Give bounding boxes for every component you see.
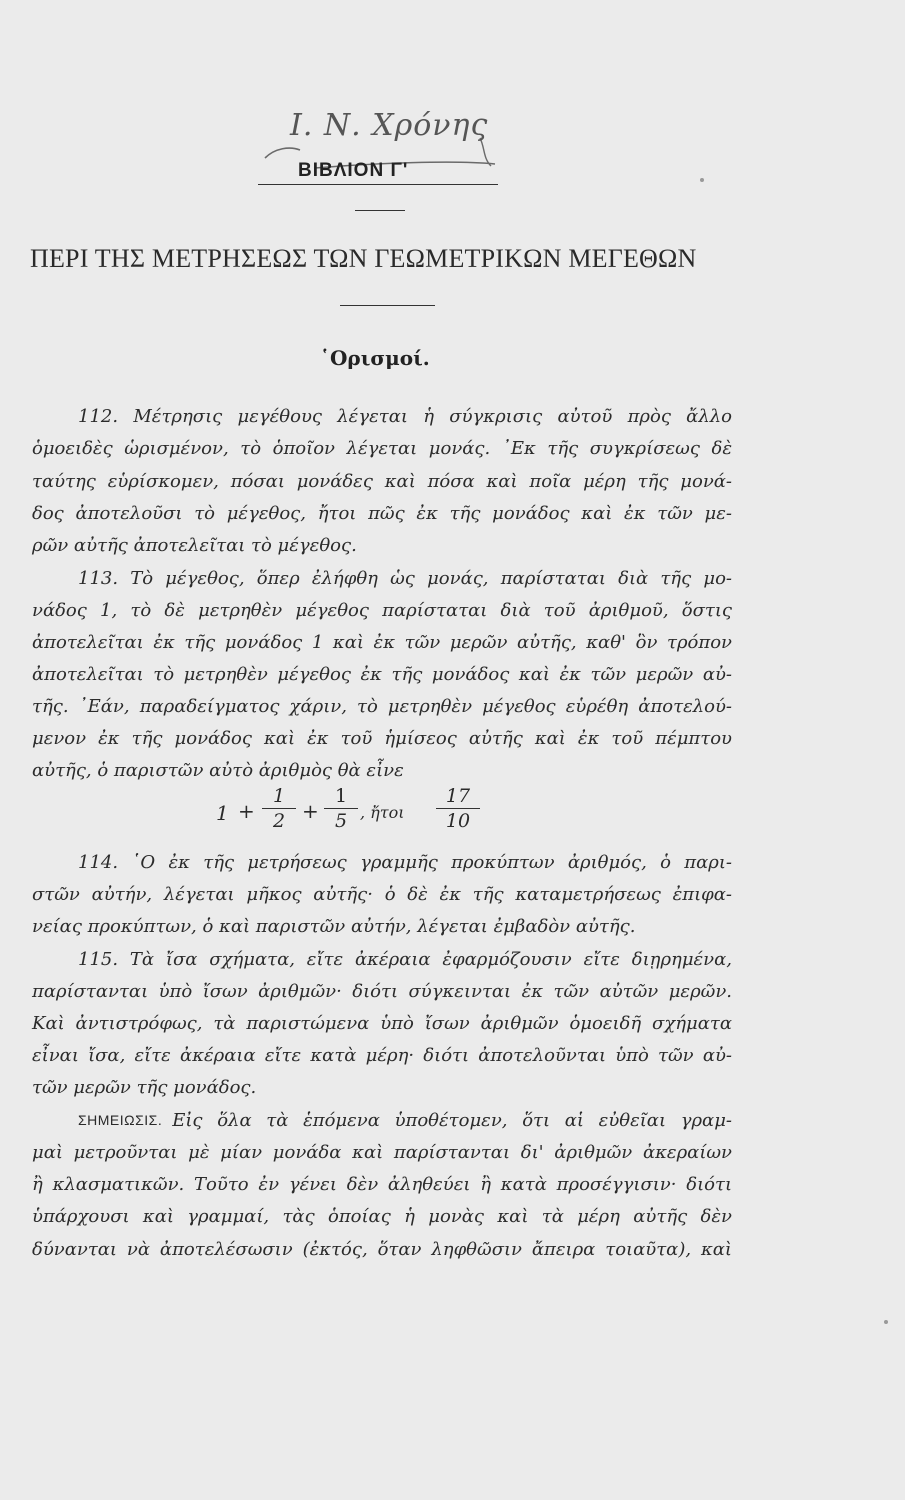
text-line: 113. Τὸ μέγεθος, ὅπερ ἐλήφθη ὡς μονάς, παρίσταται διὰ τῆς μο- — [78, 568, 732, 589]
fraction-formula — [210, 783, 500, 843]
text-line: παρίστανται ὑπὸ ἴσων ἀριθμῶν· διότι σύγκεινται ἐκ τῶν αὐτῶν μερῶν. — [32, 981, 732, 1002]
numerator: 1 — [272, 785, 286, 807]
formula-separator: , ἤτοι — [360, 803, 405, 822]
text-line: νείας προκύπτων, ὁ καὶ παριστῶν αὐτήν, λέγεται ἐμβαδὸν αὐτῆς. — [32, 916, 636, 937]
text-line: μαὶ μετροῦνται μὲ μίαν μονάδα καὶ παρίστανται δι' ἀριθμῶν ἀκεραίων — [32, 1142, 732, 1163]
note-label: ΣΗΜΕΙΩΣΙΣ. — [78, 1112, 163, 1128]
text-line: δύνανται νὰ ἀποτελέσωσιν (ἐκτός, ὅταν ληφθῶσιν ἄπειρα τοιαῦτα), καὶ — [32, 1239, 732, 1260]
numerator: 17 — [445, 785, 471, 807]
speck — [700, 178, 704, 182]
handwritten-name: Ι. Ν. Χρόνης — [290, 108, 489, 143]
note-line — [78, 1107, 732, 1134]
fraction-bar — [436, 808, 480, 809]
text-line: αὐτῆς, ὁ παριστῶν αὐτὸ ἀριθμὸς θὰ εἶνε — [32, 760, 404, 781]
text-line: 112. Μέτρησις μεγέθους λέγεται ἡ σύγκρισις αὐτοῦ πρὸς ἄλλο — [78, 406, 732, 427]
text-line: τῆς. ᾿Εάν, παραδείγματος χάριν, τὸ μετρηθὲν μέγεθος εὑρέθη ἀποτελού- — [32, 696, 732, 717]
text-line: 115. Τὰ ἴσα σχήματα, εἴτε ἀκέραια ἐφαρμόζουσιν εἴτε διῃρημένα, — [78, 949, 732, 970]
fraction-result — [436, 785, 480, 832]
text-line: δος ἀποτελοῦσι τὸ μέγεθος, ἤτοι πῶς ἐκ τῆς μονάδος καὶ ἐκ τῶν με- — [32, 503, 732, 524]
text-line: Εἰς ὅλα τὰ ἑπόμενα ὑποθέτομεν, ὅτι αἱ εὐθεῖαι γραμ- — [172, 1110, 732, 1131]
formula-one: 1 — [216, 801, 229, 825]
text-line: ἢ κλασματικῶν. Τοῦτο ἐν γένει δὲν ἀληθεύει ἢ κατὰ προσέγγισιν· διότι — [32, 1174, 732, 1195]
text-line: μενον ἐκ τῆς μονάδος καὶ ἐκ τοῦ ἡμίσεος αὐτῆς καὶ ἐκ τοῦ πέμπτου — [32, 728, 732, 749]
speck — [884, 1320, 888, 1324]
section-heading: ῾Ορισμοί. — [320, 346, 430, 370]
text-line: ὑπάρχουσι καὶ γραμμαί, τὰς ὁποίας ἡ μονὰς καὶ τὰ μέρη αὐτῆς δὲν — [32, 1206, 732, 1227]
short-divider — [355, 210, 405, 211]
plus-sign: + — [238, 799, 255, 823]
text-line: στῶν αὐτήν, λέγεται μῆκος αὐτῆς· ὁ δὲ ἐκ τῆς καταμετρήσεως ἐπιφα- — [32, 884, 732, 905]
book-title: ΒΙΒΛΙΟΝ Γ' — [298, 160, 409, 181]
text-line: ἀποτελεῖται ἐκ τῆς μονάδος 1 καὶ ἐκ τῶν μερῶν αὐτῆς, καθ' ὃν τρόπον — [32, 632, 732, 653]
fraction-half — [262, 785, 296, 832]
signature-underline — [258, 184, 498, 185]
text-line: ταύτης εὑρίσκομεν, πόσαι μονάδες καὶ πόσα καὶ ποῖα μέρη τῆς μονά- — [32, 471, 732, 492]
text-line: ρῶν αὐτῆς ἀποτελεῖται τὸ μέγεθος. — [32, 535, 357, 556]
denominator: 5 — [334, 810, 348, 832]
plus-sign: + — [302, 799, 319, 823]
chapter-title: ΠΕΡΙ ΤΗΣ ΜΕΤΡΗΣΕΩΣ ΤΩΝ ΓΕΩΜΕΤΡΙΚΩΝ ΜΕΓΕΘΩΝ — [30, 244, 697, 273]
text-line: εἶναι ἴσα, εἴτε ἀκέραια εἴτε κατὰ μέρη· διότι ἀποτελοῦνται ὑπὸ τῶν αὐ- — [32, 1045, 732, 1066]
fraction-bar — [262, 808, 296, 809]
fraction-bar — [324, 808, 358, 809]
text-line: ὁμοειδὲς ὡρισμένον, τὸ ὁποῖον λέγεται μονάς. ᾿Εκ τῆς συγκρίσεως δὲ — [32, 438, 732, 459]
text-line: ἀποτελεῖται τὸ μετρηθὲν μέγεθος ἐκ τῆς μονάδος καὶ ἐκ τῶν μερῶν αὐ- — [32, 664, 732, 685]
text-line: νάδος 1, τὸ δὲ μετρηθὲν μέγεθος παρίσταται διὰ τοῦ ἀριθμοῦ, ὅστις — [32, 600, 732, 621]
denominator: 2 — [272, 810, 286, 832]
title-divider — [340, 305, 435, 306]
fraction-fifth — [324, 785, 358, 832]
numerator: 1 — [334, 785, 348, 807]
text-line: 114. ῾Ο ἐκ τῆς μετρήσεως γραμμῆς προκύπτων ἀριθμός, ὁ παρι- — [78, 852, 732, 873]
denominator: 10 — [445, 810, 471, 832]
text-line: τῶν μερῶν τῆς μονάδος. — [32, 1077, 257, 1098]
text-line: Καὶ ἀντιστρόφως, τὰ παριστώμενα ὑπὸ ἴσων ἀριθμῶν ὁμοειδῆ σχήματα — [32, 1013, 732, 1034]
